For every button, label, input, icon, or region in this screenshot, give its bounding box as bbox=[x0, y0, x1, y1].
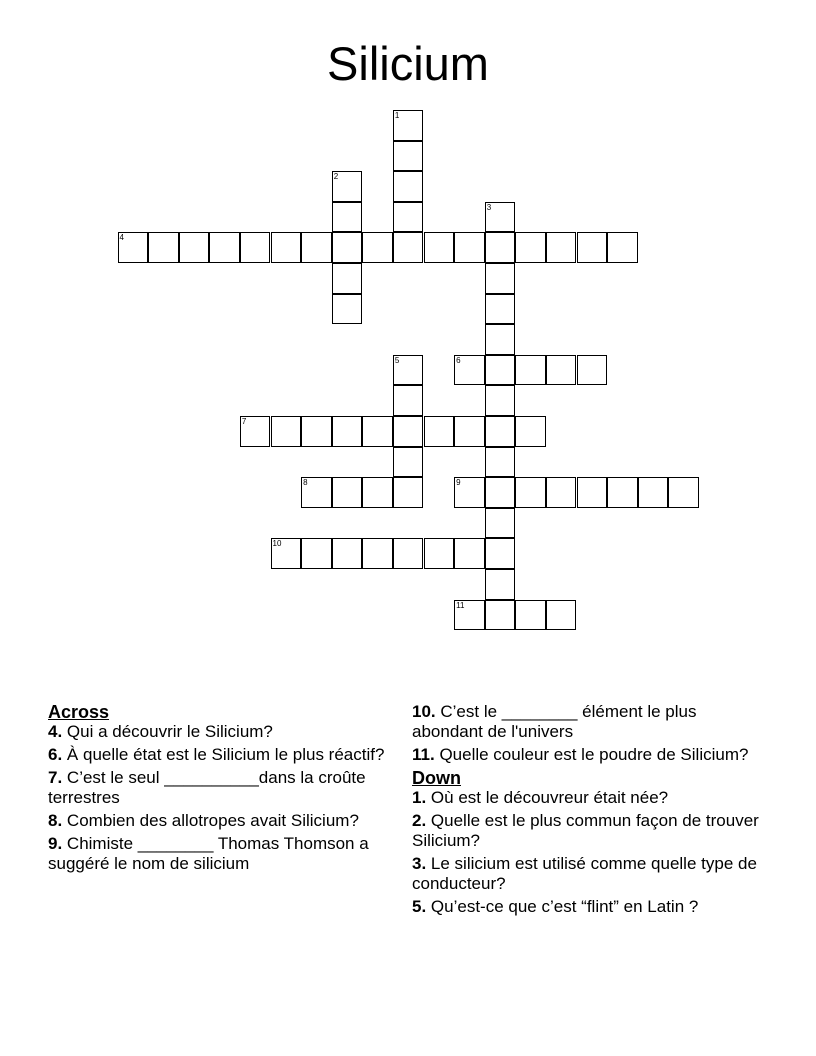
clue-number: 10. bbox=[412, 702, 436, 721]
clue-number: 9. bbox=[48, 834, 63, 853]
grid-cell[interactable] bbox=[546, 355, 577, 386]
grid-cell[interactable] bbox=[332, 416, 363, 447]
clue-text: Chimiste ________ Thomas Thomson a suggéré le nom de silicium bbox=[48, 834, 369, 873]
grid-cell[interactable] bbox=[424, 232, 455, 263]
grid-cell[interactable] bbox=[485, 416, 516, 447]
grid-cell[interactable] bbox=[301, 477, 332, 508]
grid-cell[interactable] bbox=[454, 355, 485, 386]
grid-cell[interactable] bbox=[332, 202, 363, 233]
grid-cell[interactable] bbox=[485, 569, 516, 600]
grid-cell[interactable] bbox=[485, 508, 516, 539]
grid-cell[interactable] bbox=[362, 232, 393, 263]
grid-cell[interactable] bbox=[424, 538, 455, 569]
cell-number: 9 bbox=[456, 478, 461, 488]
clue-text: Le silicium est utilisé comme quelle type de conducteur? bbox=[412, 854, 757, 893]
clue-down-3 bbox=[412, 854, 762, 894]
clues-column-left bbox=[48, 702, 404, 877]
clue-number: 6. bbox=[48, 745, 63, 764]
grid-cell[interactable] bbox=[332, 171, 363, 202]
clue-number: 5. bbox=[412, 897, 427, 916]
grid-cell[interactable] bbox=[515, 477, 546, 508]
cell-number: 2 bbox=[333, 172, 339, 182]
grid-cell[interactable] bbox=[362, 538, 393, 569]
grid-cell[interactable] bbox=[393, 477, 424, 508]
grid-cell[interactable] bbox=[393, 110, 424, 141]
clue-text: Où est le découvreur était née? bbox=[430, 788, 669, 807]
clue-text: À quelle état est le Silicium le plus réactif? bbox=[66, 745, 385, 764]
cell-number: 11 bbox=[456, 600, 465, 610]
grid-cell[interactable] bbox=[454, 416, 485, 447]
grid-cell[interactable] bbox=[515, 355, 546, 386]
grid-cell[interactable] bbox=[393, 385, 424, 416]
grid-cell[interactable] bbox=[454, 600, 485, 631]
clue-number: 3. bbox=[412, 854, 427, 873]
grid-cell[interactable] bbox=[393, 355, 424, 386]
clue-across-10 bbox=[412, 702, 762, 742]
grid-cell[interactable] bbox=[332, 232, 363, 263]
grid-cell[interactable] bbox=[485, 294, 516, 325]
grid-cell[interactable] bbox=[301, 538, 332, 569]
clue-text: C’est le seul __________dans la croûte terrestres bbox=[48, 768, 366, 807]
clue-down-5 bbox=[412, 897, 762, 917]
grid-cell[interactable] bbox=[515, 232, 546, 263]
grid-cell[interactable] bbox=[301, 416, 332, 447]
grid-cell[interactable] bbox=[271, 538, 302, 569]
clue-across-6 bbox=[48, 745, 404, 765]
cell-number: 8 bbox=[303, 478, 308, 488]
grid-cell[interactable] bbox=[485, 600, 516, 631]
cell-number: 10 bbox=[272, 539, 282, 549]
grid-cell[interactable] bbox=[515, 600, 546, 631]
clue-text: Quelle est le plus commun façon de trouver Silicium? bbox=[412, 811, 759, 850]
grid-cell[interactable] bbox=[332, 477, 363, 508]
clue-across-9 bbox=[48, 834, 404, 874]
grid-cell[interactable] bbox=[179, 232, 210, 263]
grid-cell[interactable] bbox=[485, 447, 516, 478]
clue-text: Quelle couleur est le poudre de Silicium? bbox=[439, 745, 749, 764]
down-heading: Down bbox=[412, 768, 461, 788]
grid-cell[interactable] bbox=[332, 538, 363, 569]
clue-text: C’est le ________ élément le plus abondant de l'univers bbox=[412, 702, 697, 741]
grid-cell[interactable] bbox=[485, 232, 516, 263]
clue-text: Qui a découvrir le Silicium? bbox=[66, 722, 273, 741]
grid-cell[interactable] bbox=[485, 477, 516, 508]
grid-cell[interactable] bbox=[607, 477, 638, 508]
grid-cell[interactable] bbox=[362, 477, 393, 508]
grid-cell[interactable] bbox=[393, 232, 424, 263]
clue-across-4 bbox=[48, 722, 404, 742]
grid-cell[interactable] bbox=[515, 416, 546, 447]
clue-number: 4. bbox=[48, 722, 63, 741]
page-title: Silicium bbox=[327, 37, 489, 90]
grid-cell[interactable] bbox=[454, 232, 485, 263]
grid-cell[interactable] bbox=[424, 416, 455, 447]
clue-number: 11. bbox=[412, 745, 435, 764]
clue-across-11 bbox=[412, 745, 762, 765]
grid-cell[interactable] bbox=[546, 600, 577, 631]
grid-cell[interactable] bbox=[332, 294, 363, 325]
grid-cell[interactable] bbox=[485, 202, 516, 233]
grid-cell[interactable] bbox=[240, 416, 271, 447]
grid-cell[interactable] bbox=[118, 232, 149, 263]
cell-number: 1 bbox=[394, 111, 400, 120]
cell-number: 4 bbox=[119, 233, 124, 243]
clue-text: Qu’est-ce que c’est “flint” en Latin ? bbox=[430, 897, 699, 916]
clue-number: 7. bbox=[48, 768, 63, 787]
grid-cell[interactable] bbox=[240, 232, 271, 263]
cell-number: 7 bbox=[241, 417, 247, 426]
grid-cell[interactable] bbox=[393, 538, 424, 569]
clue-text: Combien des allotropes avait Silicium? bbox=[66, 811, 359, 830]
grid-cell[interactable] bbox=[393, 202, 424, 233]
grid-cell[interactable] bbox=[393, 141, 424, 172]
clue-down-2 bbox=[412, 811, 762, 851]
grid-cell[interactable] bbox=[638, 477, 669, 508]
grid-cell[interactable] bbox=[301, 232, 332, 263]
grid-cell[interactable] bbox=[577, 355, 608, 386]
cell-number: 6 bbox=[456, 355, 461, 365]
grid-cell[interactable] bbox=[668, 477, 699, 508]
grid-cell[interactable] bbox=[332, 263, 363, 294]
grid-cell[interactable] bbox=[209, 232, 240, 263]
grid-cell[interactable] bbox=[271, 232, 302, 263]
grid-cell[interactable] bbox=[271, 416, 302, 447]
clues-column-right bbox=[412, 702, 762, 920]
grid-cell[interactable] bbox=[393, 416, 424, 447]
grid-cell[interactable] bbox=[454, 538, 485, 569]
grid-cell[interactable] bbox=[362, 416, 393, 447]
grid-cell[interactable] bbox=[546, 477, 577, 508]
cell-number: 3 bbox=[486, 202, 492, 212]
clue-down-1 bbox=[412, 788, 762, 808]
grid-cell[interactable] bbox=[454, 477, 485, 508]
clue-number: 1. bbox=[412, 788, 427, 807]
clue-number: 8. bbox=[48, 811, 63, 830]
across-heading: Across bbox=[48, 702, 110, 722]
grid-cell[interactable] bbox=[577, 232, 608, 263]
grid-cell[interactable] bbox=[393, 171, 424, 202]
clue-number: 2. bbox=[412, 811, 427, 830]
grid-cell[interactable] bbox=[546, 232, 577, 263]
grid-cell[interactable] bbox=[485, 355, 516, 386]
grid-cell[interactable] bbox=[485, 263, 516, 294]
cell-number: 5 bbox=[394, 355, 400, 365]
grid-cell[interactable] bbox=[577, 477, 608, 508]
grid-cell[interactable] bbox=[485, 324, 516, 355]
grid-cell[interactable] bbox=[393, 447, 424, 478]
grid-cell[interactable] bbox=[485, 385, 516, 416]
clue-across-8 bbox=[48, 811, 404, 831]
grid-cell[interactable] bbox=[148, 232, 179, 263]
grid-cell[interactable] bbox=[485, 538, 516, 569]
clue-across-7 bbox=[48, 768, 404, 808]
grid-cell[interactable] bbox=[607, 232, 638, 263]
